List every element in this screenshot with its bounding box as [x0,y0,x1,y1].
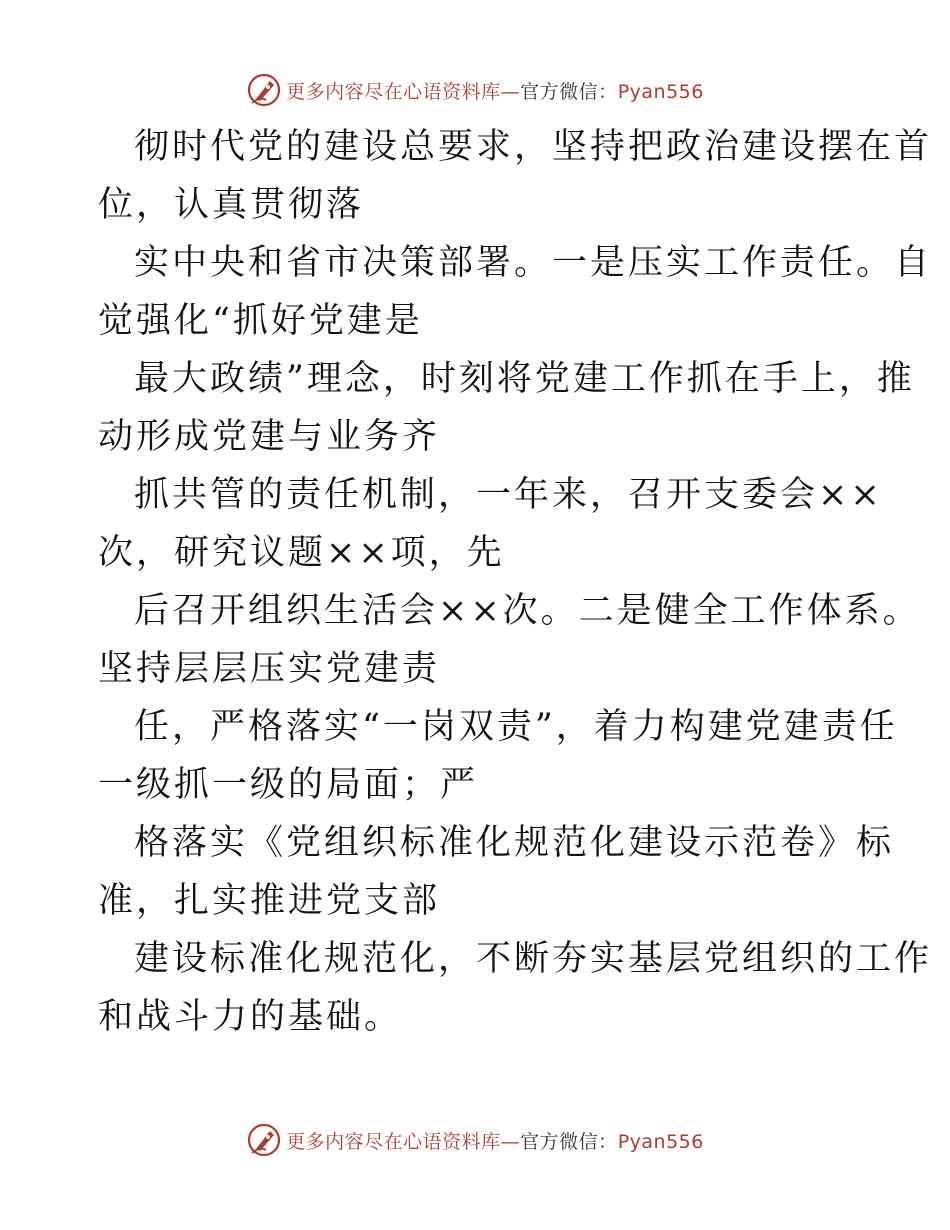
pen-nib-logo-icon [246,1122,282,1158]
text-line-7: 抓共管的责任机制，一年来，召开支委会×× [134,475,883,515]
pen-nib-logo-icon [246,72,282,108]
text-line-15: 建设标准化规范化，不断夯实基层党组织的工作 [134,939,933,979]
text-line-6: 动形成党建与业务齐 [98,417,441,457]
text-line-13: 格落实《党组织标准化规范化建设示范卷》标 [134,823,895,863]
text-line-12: 一级抓一级的局面；严 [98,765,479,805]
footer-brand: 更多内容尽在心语资料库 [286,1130,501,1153]
text-line-1: 彻时代党的建设总要求，坚持把政治建设摆在首 [134,127,933,167]
text-line-3: 实中央和省市决策部署。一是压实工作责任。自 [134,243,933,283]
text-line-16: 和战斗力的基础。 [98,997,403,1037]
header-banner-text [286,77,704,104]
document-body [98,118,933,1046]
footer-banner [0,1120,950,1160]
header-brand: 更多内容尽在心语资料库 [286,80,501,103]
header-separator: — [500,80,521,103]
text-line-4: 觉强化“抓好党建是 [98,301,423,341]
footer-banner-text [286,1127,704,1154]
text-line-10: 坚持层层压实党建责 [98,649,441,689]
text-line-5: 最大政绩”理念，时刻将党建工作抓在手上，推 [134,359,915,399]
footer-separator: — [500,1130,521,1153]
text-line-8: 次，研究议题××项，先 [98,533,505,573]
text-line-11: 任，严格落实“一岗双责”，着力构建党建责任 [134,707,898,747]
text-line-9: 后召开组织生活会××次。二是健全工作体系。 [134,591,921,631]
header-wechat-id: Pyan556 [617,80,704,103]
footer-wechat-label: 官方微信： [520,1130,618,1153]
header-wechat-label: 官方微信： [520,80,618,103]
footer-wechat-id: Pyan556 [617,1130,704,1153]
header-banner [0,70,950,110]
text-line-2: 位，认真贯彻落 [98,185,365,225]
text-line-14: 准，扎实推进党支部 [98,881,441,921]
